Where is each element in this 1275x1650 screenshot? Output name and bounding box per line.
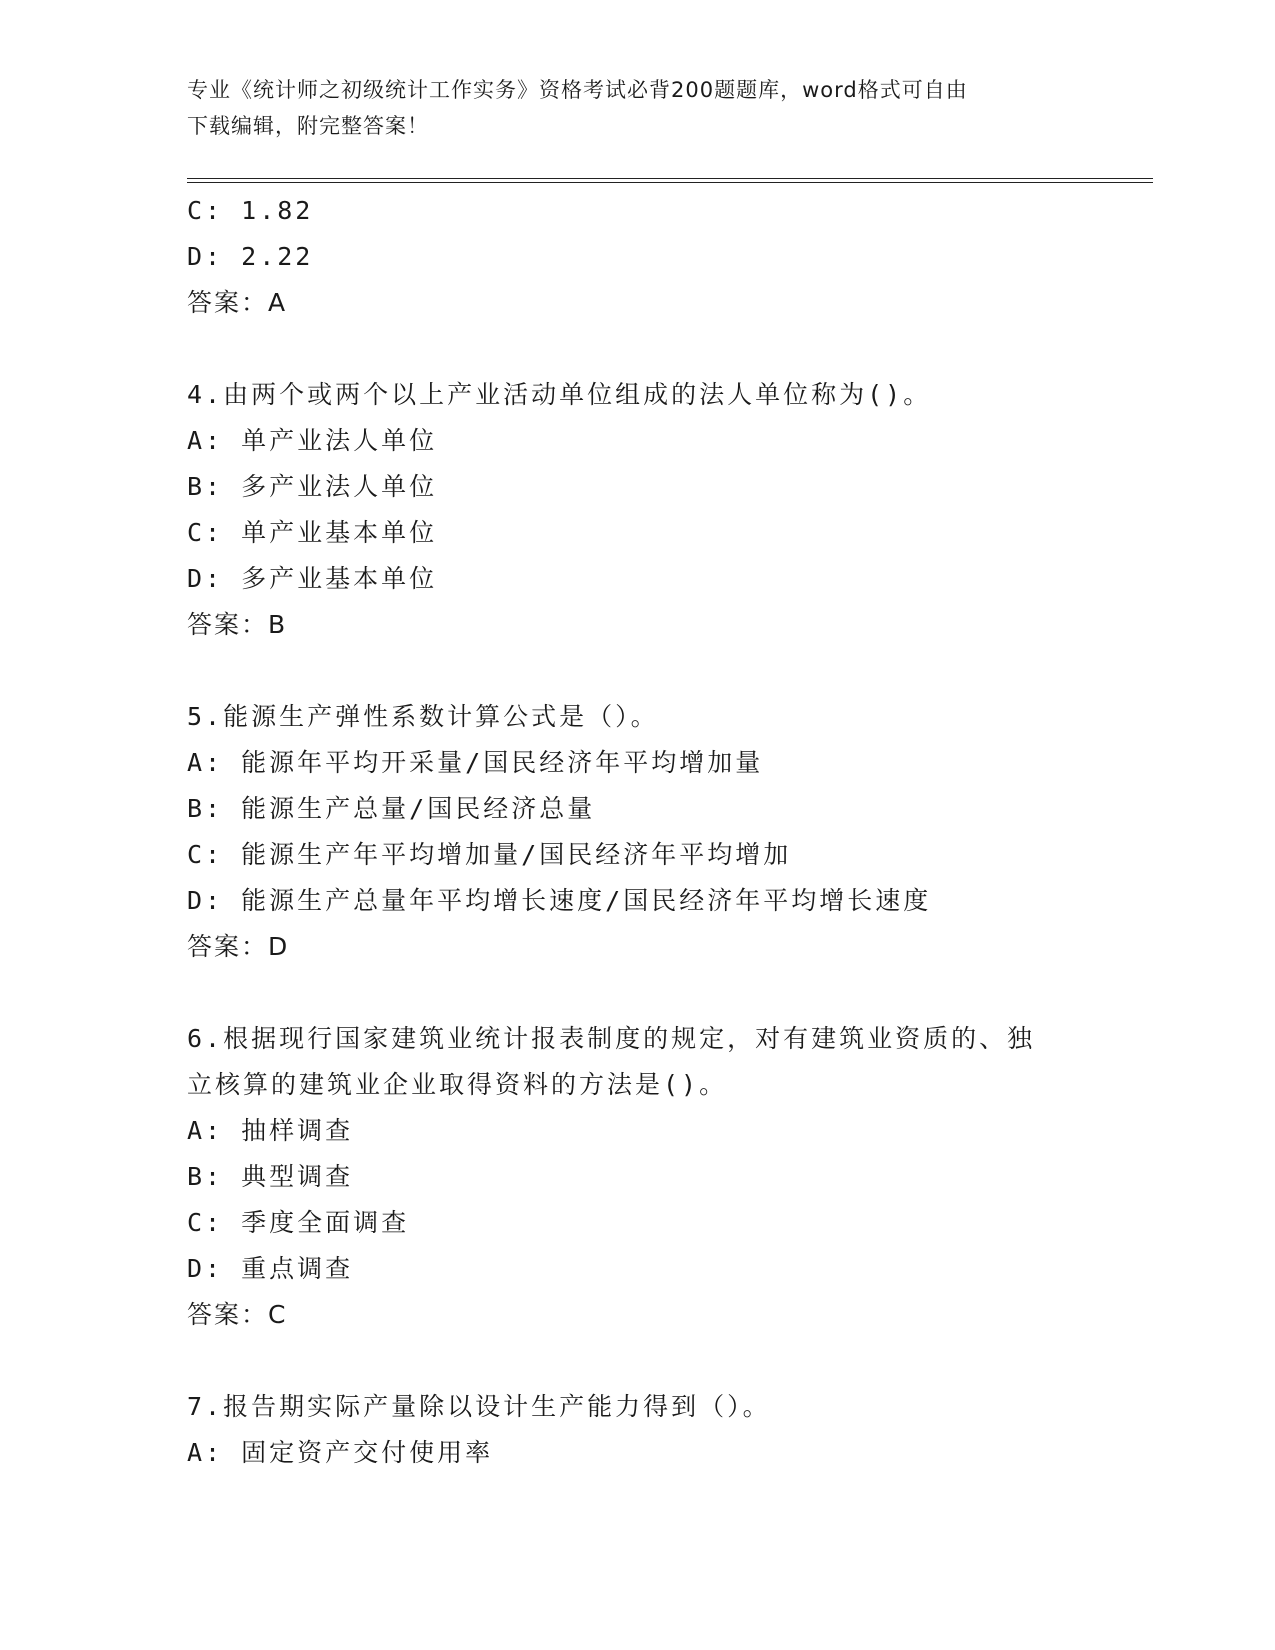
document-header bbox=[187, 72, 1067, 144]
header-line-2: 下载编辑，附完整答案！ bbox=[187, 114, 429, 138]
question-list bbox=[187, 188, 1087, 1522]
option-a: A: 抽样调查 bbox=[187, 1116, 354, 1145]
question-text-line-1: 6.根据现行国家建筑业统计报表制度的规定，对有建筑业资质的、独 bbox=[187, 1024, 1036, 1053]
question-block-6 bbox=[187, 1016, 1087, 1338]
option-d: D: 能源生产总量年平均增长速度/国民经济年平均增长速度 bbox=[187, 886, 932, 915]
option-c: C: 单产业基本单位 bbox=[187, 518, 438, 547]
option-d: D: 多产业基本单位 bbox=[187, 564, 438, 593]
question-text: 7.报告期实际产量除以设计生产能力得到（）。 bbox=[187, 1392, 771, 1421]
option-c: C: 1.82 bbox=[187, 196, 314, 225]
question-block-7 bbox=[187, 1384, 1087, 1476]
option-d: D: 2.22 bbox=[187, 242, 314, 271]
option-a: A: 固定资产交付使用率 bbox=[187, 1438, 494, 1467]
answer-text: 答案：D bbox=[187, 932, 290, 961]
option-a: A: 单产业法人单位 bbox=[187, 426, 438, 455]
question-text: 5.能源生产弹性系数计算公式是（）。 bbox=[187, 702, 659, 731]
option-b: B: 多产业法人单位 bbox=[187, 472, 438, 501]
header-divider-top bbox=[187, 178, 1153, 179]
option-b: B: 典型调查 bbox=[187, 1162, 354, 1191]
answer-text: 答案：C bbox=[187, 1300, 288, 1329]
header-divider-bottom bbox=[187, 182, 1153, 183]
question-text-line-2: 立核算的建筑业企业取得资料的方法是()。 bbox=[187, 1070, 728, 1099]
question-block-5 bbox=[187, 694, 1087, 970]
option-c: C: 季度全面调查 bbox=[187, 1208, 410, 1237]
option-b: B: 能源生产总量/国民经济总量 bbox=[187, 794, 596, 823]
answer-text: 答案：B bbox=[187, 610, 288, 639]
option-a: A: 能源年平均开采量/国民经济年平均增加量 bbox=[187, 748, 764, 777]
option-c: C: 能源生产年平均增加量/国民经济年平均增加 bbox=[187, 840, 792, 869]
question-text: 4.由两个或两个以上产业活动单位组成的法人单位称为()。 bbox=[187, 380, 932, 409]
question-block-3 bbox=[187, 188, 1087, 326]
header-line-1: 专业《统计师之初级统计工作实务》资格考试必背200题题库，word格式可自由 bbox=[187, 78, 968, 102]
question-block-4 bbox=[187, 372, 1087, 648]
option-d: D: 重点调查 bbox=[187, 1254, 354, 1283]
answer-text: 答案：A bbox=[187, 288, 288, 317]
